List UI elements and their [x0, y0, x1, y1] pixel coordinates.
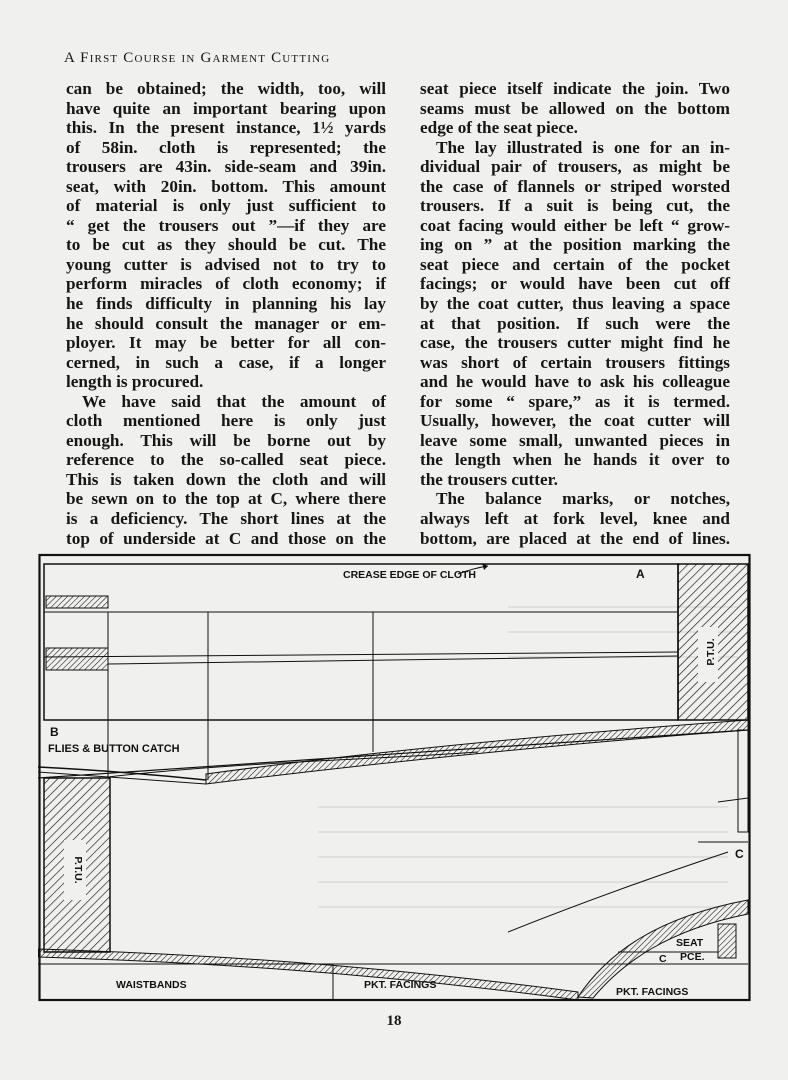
text-line: top of underside at C and those on the — [66, 528, 386, 548]
flies-strip — [44, 564, 678, 720]
seat-piece-hatch — [718, 924, 736, 958]
text-line: length is procured. — [66, 372, 204, 392]
text-line: of 58in. cloth is represented; the — [66, 137, 386, 157]
text-line: he finds difficulty in planning his lay — [66, 294, 386, 314]
text-line: the case of flannels or striped worsted — [420, 176, 730, 196]
label-waistbands: WAISTBANDS — [116, 979, 187, 991]
text-line: Usually, however, the coat cutter will — [420, 411, 730, 431]
text-line: “ get the trousers out ”—if they are — [66, 215, 386, 235]
text-line: young cutter is advised not to try to — [66, 254, 386, 274]
text-line: at that position. If such were the — [420, 313, 730, 333]
running-header: A First Course in Garment Cutting — [64, 50, 331, 66]
text-line: for some “ spare,” as it is termed. — [420, 391, 730, 411]
text-line: this. In the present instance, 1½ yards — [66, 118, 386, 138]
text-line: case, the trousers cutter might find he — [420, 333, 730, 353]
text-line: perform miracles of cloth economy; if — [66, 274, 386, 294]
text-line: cloth mentioned here is only just — [66, 411, 386, 431]
text-line: ployer. It may be better for all con- — [66, 333, 386, 353]
hatched-tab — [46, 596, 108, 608]
text-line: facings; or would have been cut off — [420, 274, 730, 294]
text-line: seat piece itself indicate the join. Two — [420, 79, 730, 98]
text-line: he should consult the manager or em- — [66, 313, 386, 333]
text-line: of material is only just sufficient to — [66, 196, 386, 216]
cloth-outline — [40, 555, 750, 1000]
label-c-right: C — [735, 847, 744, 861]
text-line: reference to the so-called seat piece. — [66, 450, 386, 470]
label-crease-edge: CREASE EDGE OF CLOTH — [343, 569, 477, 581]
text-line: trousers. If a suit is being cut, the — [420, 196, 730, 216]
label-pkt-facings-1: PKT. FACINGS — [364, 979, 437, 991]
text-line: is a deficiency. The short lines at the — [66, 509, 386, 529]
text-line: was short of certain trousers fittings — [420, 352, 730, 372]
right-text-column — [420, 79, 730, 548]
label-ptu-left: P.T.U. — [72, 856, 84, 884]
text-line: the length when he hands it over to — [420, 450, 730, 470]
text-line: by the coat cutter, thus leaving a space — [420, 294, 730, 314]
label-b: B — [50, 725, 59, 739]
text-line: cerned, in such a case, if a longer — [66, 352, 386, 372]
text-line: to be cut as they should be cut. The — [66, 235, 386, 255]
text-line: dividual pair of trousers, as might be — [420, 157, 730, 177]
label-pce: PCE. — [680, 951, 705, 963]
text-line: trousers are 43in. side-seam and 39in. — [66, 157, 386, 177]
text-line: always left at fork level, knee and — [420, 509, 730, 529]
hatched-band-lower — [38, 949, 578, 1000]
page-number: 18 — [386, 1013, 402, 1029]
text-line: bottom, are placed at the end of lines. — [420, 528, 730, 548]
text-line: can be obtained; the width, too, will — [66, 79, 386, 98]
label-pkt-facings-2: PKT. FACINGS — [616, 986, 689, 998]
text-line: coat facing would either be left “ grow- — [420, 215, 730, 235]
text-line: have quite an important bearing upon — [66, 98, 386, 118]
text-line: The balance marks, or notches, — [436, 489, 730, 509]
label-c-seat: C — [659, 953, 667, 965]
text-line: This is taken down the cloth and will — [66, 469, 386, 489]
text-line: enough. This will be borne out by — [66, 430, 386, 450]
text-line: leave some small, unwanted pieces in — [420, 430, 730, 450]
text-line: edge of the seat piece. — [420, 118, 578, 138]
left-text-column — [66, 79, 386, 548]
text-line: We have said that the amount of — [82, 391, 386, 411]
text-line: seat piece and certain of the pocket — [420, 254, 730, 274]
text-line: seams must be allowed on the bottom — [420, 98, 730, 118]
hatched-tab — [46, 648, 108, 670]
text-line: be sewn on to the top at C, where there — [66, 489, 386, 509]
text-line: seat, with 20in. bottom. This amount — [66, 176, 386, 196]
label-ptu-right: P.T.U. — [705, 638, 717, 666]
trouser-lay-diagram — [38, 552, 752, 1002]
label-a: A — [636, 567, 645, 581]
text-line: The lay illustrated is one for an in- — [436, 137, 730, 157]
text-line: the trousers cutter. — [420, 469, 558, 489]
text-line: ing on ” at the position marking the — [420, 235, 730, 255]
label-flies-button-catch: FLIES & BUTTON CATCH — [48, 743, 180, 755]
label-seat: SEAT — [676, 937, 704, 949]
text-line: and he would have to ask his colleague — [420, 372, 730, 392]
